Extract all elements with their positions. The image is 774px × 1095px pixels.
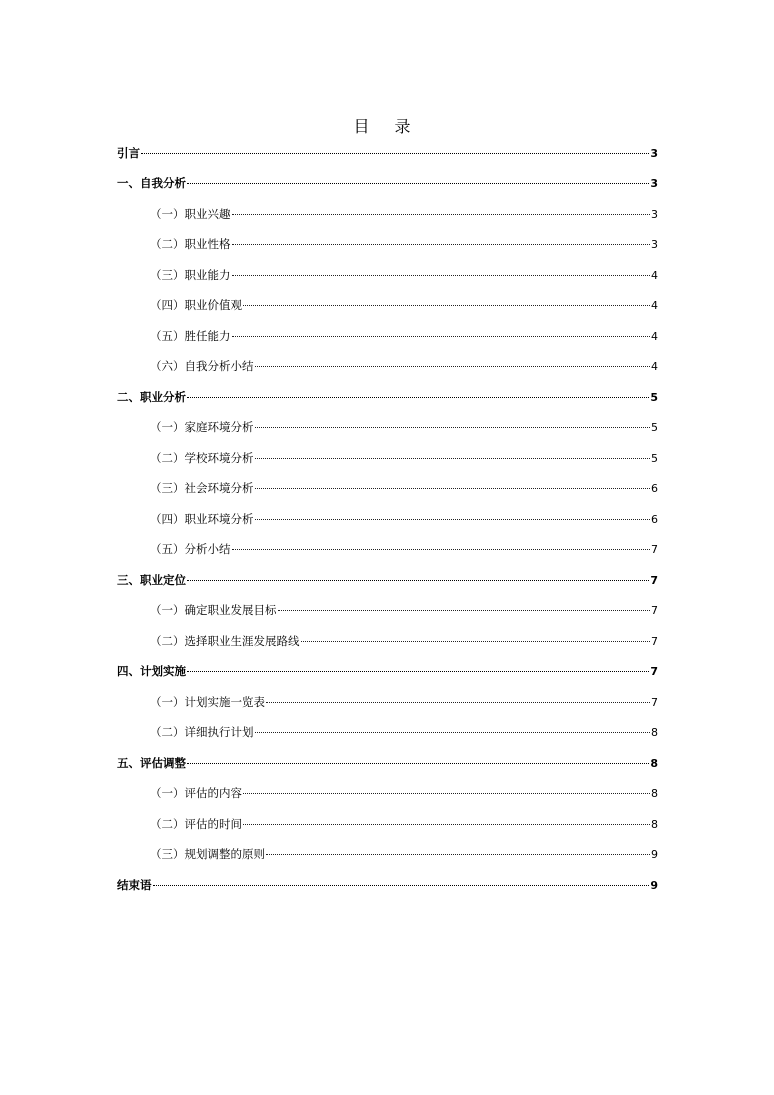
toc-entry-section[interactable] — [117, 746, 658, 777]
toc-entry-section[interactable] — [117, 380, 658, 411]
dot-leader — [255, 488, 651, 489]
toc-entry-subsection[interactable] — [117, 411, 658, 442]
dot-leader — [255, 366, 651, 367]
toc-entry-label: （三）社会环境分析 — [150, 481, 254, 495]
toc-entry-label: （一）计划实施一览表 — [150, 694, 265, 709]
toc-entry-label: 四、计划实施 — [117, 664, 186, 678]
toc-entry-line — [117, 389, 658, 411]
toc-entry-page-number: 7 — [650, 665, 658, 678]
toc-entry-label: 五、评估调整 — [117, 755, 186, 770]
toc-entry-page-number: 4 — [651, 360, 658, 373]
toc-entry-subsection[interactable] — [117, 502, 658, 533]
toc-entry-line — [117, 846, 658, 868]
toc-entry-line — [117, 816, 658, 838]
toc-entry-subsection[interactable] — [117, 319, 658, 350]
toc-entry-page-number: 9 — [650, 878, 658, 892]
toc-title: 目 录 — [353, 117, 421, 136]
toc-entry-line — [117, 602, 658, 624]
toc-entry-line — [117, 145, 658, 167]
toc-entry-page-number: 3 — [651, 238, 658, 251]
toc-entry-label: （一）职业兴趣 — [150, 206, 231, 221]
toc-entry-label: （一）确定职业发展目标 — [150, 603, 277, 617]
dot-leader — [255, 519, 651, 520]
toc-entry-label: （五）胜任能力 — [150, 328, 231, 343]
dot-leader — [266, 702, 650, 703]
toc-entry-label: （五）分析小结 — [150, 542, 231, 556]
toc-entry-line — [117, 663, 658, 685]
toc-entry-line — [117, 206, 658, 228]
dot-leader — [232, 336, 651, 337]
toc-entry-page-number: 8 — [651, 726, 658, 739]
dot-leader — [187, 183, 649, 184]
toc-entry-label: （二）选择职业生涯发展路线 — [150, 633, 300, 648]
toc-entry-subsection[interactable] — [117, 289, 658, 320]
dot-leader — [255, 732, 651, 733]
toc-entry-page-number: 4 — [651, 268, 658, 282]
dot-leader — [243, 793, 650, 794]
toc-entry-page-number: 3 — [650, 146, 658, 160]
toc-entry-subsection[interactable] — [117, 624, 658, 655]
toc-entry-page-number: 7 — [651, 543, 658, 556]
toc-entry-subsection[interactable] — [117, 838, 658, 869]
toc-entry-page-number: 3 — [651, 207, 658, 221]
toc-entry-label: 结束语 — [117, 877, 152, 892]
toc-entry-line — [117, 358, 658, 380]
dot-leader — [232, 244, 651, 245]
toc-entry-subsection[interactable] — [117, 258, 658, 289]
toc-entry-page-number: 7 — [651, 695, 658, 709]
toc-entry-line — [117, 328, 658, 350]
toc-entry-label: （二）学校环境分析 — [150, 450, 254, 465]
toc-entry-label: （三）职业能力 — [150, 267, 231, 282]
toc-entry-page-number: 7 — [651, 604, 658, 617]
dot-leader — [153, 885, 650, 886]
toc-entry-section[interactable] — [117, 655, 658, 686]
toc-entry-line — [117, 236, 658, 258]
toc-entry-page-number: 4 — [651, 299, 658, 312]
toc-entry-label: 三、职业定位 — [117, 572, 186, 587]
toc-entry-label: （二）详细执行计划 — [150, 725, 254, 739]
toc-entry-page-number: 7 — [650, 573, 658, 587]
toc-entry-page-number: 6 — [651, 482, 658, 495]
toc-entry-subsection[interactable] — [117, 716, 658, 747]
dot-leader — [243, 824, 650, 825]
toc-entry-page-number: 5 — [651, 421, 658, 434]
dot-leader — [187, 763, 649, 764]
toc-entry-page-number: 8 — [650, 756, 658, 770]
table-of-contents — [117, 136, 658, 899]
toc-entry-section[interactable] — [117, 868, 658, 899]
dot-leader — [278, 610, 651, 611]
toc-entry-label: （一）评估的内容 — [150, 786, 242, 800]
toc-entry-line — [117, 572, 658, 594]
toc-entry-subsection[interactable] — [117, 228, 658, 259]
dot-leader — [187, 397, 649, 398]
toc-entry-line — [117, 450, 658, 472]
toc-entry-page-number: 8 — [651, 787, 658, 800]
toc-entry-subsection[interactable] — [117, 685, 658, 716]
toc-entry-page-number: 7 — [651, 634, 658, 648]
toc-entry-section[interactable] — [117, 167, 658, 198]
toc-entry-label: （四）职业环境分析 — [150, 511, 254, 526]
toc-entry-label: （二）评估的时间 — [150, 816, 242, 831]
toc-entry-label: （四）职业价值观 — [150, 298, 242, 312]
toc-entry-page-number: 9 — [651, 848, 658, 861]
dot-leader — [141, 153, 649, 154]
toc-entry-line — [117, 694, 658, 716]
toc-entry-page-number: 5 — [650, 390, 658, 404]
toc-entry-line — [117, 755, 658, 777]
toc-entry-line — [117, 267, 658, 289]
toc-entry-page-number: 8 — [651, 817, 658, 831]
toc-entry-line — [117, 785, 658, 807]
toc-entry-label: （三）规划调整的原则 — [150, 847, 265, 861]
toc-entry-line — [117, 541, 658, 563]
toc-entry-subsection[interactable] — [117, 197, 658, 228]
dot-leader — [187, 671, 649, 672]
toc-entry-line — [117, 297, 658, 319]
toc-entry-section[interactable] — [117, 563, 658, 594]
toc-entry-label: （一）家庭环境分析 — [150, 420, 254, 434]
toc-entry-subsection[interactable] — [117, 594, 658, 625]
toc-entry-line — [117, 724, 658, 746]
toc-entry-label: （二）职业性格 — [150, 237, 231, 251]
toc-entry-subsection[interactable] — [117, 777, 658, 808]
toc-entry-page-number: 5 — [651, 451, 658, 465]
toc-entry-subsection[interactable] — [117, 807, 658, 838]
toc-entry-page-number: 3 — [650, 177, 658, 190]
dot-leader — [187, 580, 649, 581]
toc-entry-line — [117, 480, 658, 502]
toc-entry-page-number: 6 — [651, 512, 658, 526]
dot-leader — [255, 427, 651, 428]
toc-entry-label: 引言 — [117, 145, 140, 160]
dot-leader — [232, 549, 651, 550]
toc-entry-label: （六）自我分析小结 — [150, 359, 254, 373]
dot-leader — [301, 641, 651, 642]
toc-entry-line — [117, 419, 658, 441]
toc-entry-line — [117, 633, 658, 655]
toc-entry-label: 一、自我分析 — [117, 176, 186, 190]
dot-leader — [266, 854, 650, 855]
toc-entry-page-number: 4 — [651, 329, 658, 343]
dot-leader — [232, 275, 651, 276]
toc-entry-line — [117, 877, 658, 899]
toc-entry-line — [117, 175, 658, 197]
toc-entry-label: 二、职业分析 — [117, 389, 186, 404]
toc-entry-subsection[interactable] — [117, 350, 658, 381]
toc-entry-subsection[interactable] — [117, 472, 658, 503]
toc-entry-subsection[interactable] — [117, 533, 658, 564]
toc-entry-subsection[interactable] — [117, 441, 658, 472]
dot-leader — [243, 305, 650, 306]
toc-entry-line — [117, 511, 658, 533]
dot-leader — [255, 458, 651, 459]
dot-leader — [232, 214, 651, 215]
toc-entry-section[interactable] — [117, 136, 658, 167]
